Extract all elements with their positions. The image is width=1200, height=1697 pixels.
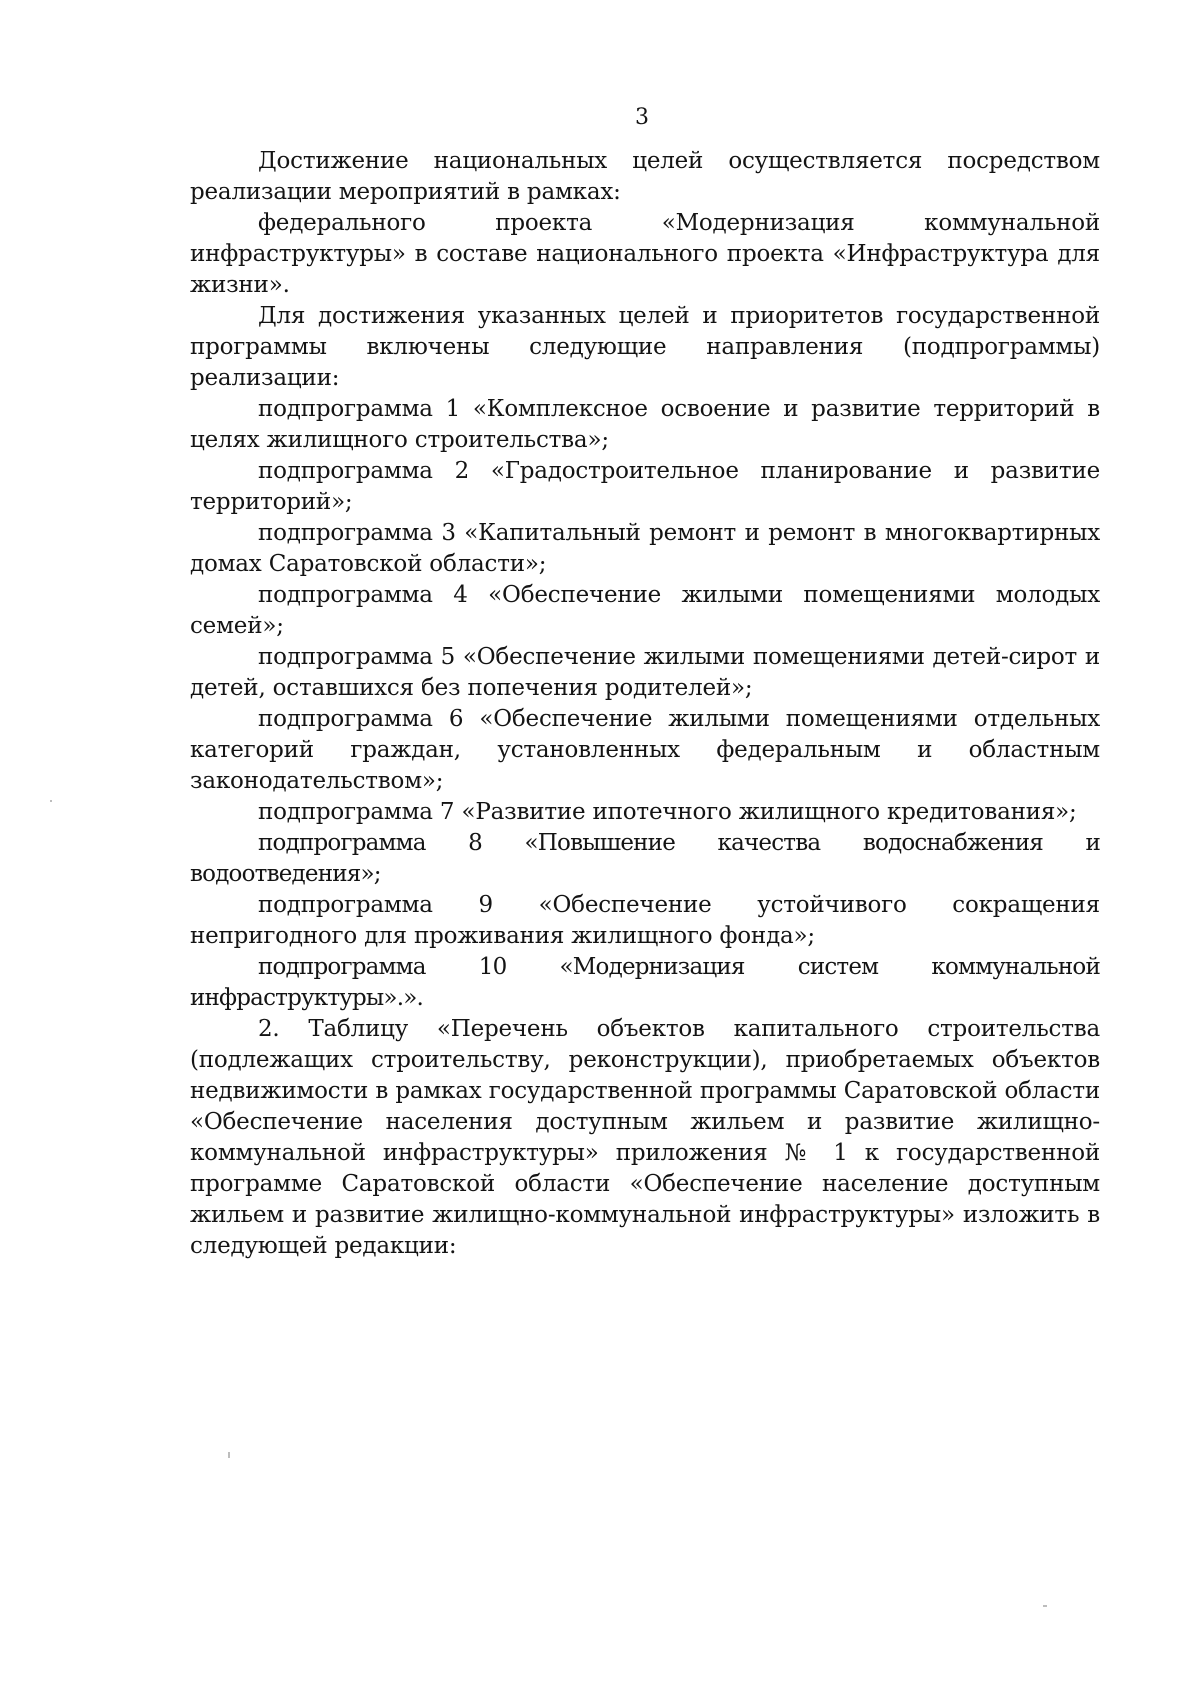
paragraph-federal-project: федерального проекта «Модернизация коммунальной инфраструктуры» в составе национального проекта «Инфраструктура для жизни». bbox=[190, 210, 1100, 298]
scan-speck bbox=[50, 800, 52, 802]
paragraph-subprogram-4: подпрограмма 4 «Обеспечение жилыми помещениями молодых семей»; bbox=[190, 582, 1100, 639]
paragraph-subprogram-10: подпрограмма 10 «Модернизация систем коммунальной инфраструктуры».». bbox=[190, 954, 1100, 1011]
scan-speck bbox=[228, 1452, 230, 1458]
paragraph-subprogram-6: подпрограмма 6 «Обеспечение жилыми помещениями отдельных категорий граждан, установленных федеральным и областным законодательством»; bbox=[190, 706, 1100, 794]
paragraph-subprogram-2: подпрограмма 2 «Градостроительное планирование и развитие территорий»; bbox=[190, 458, 1100, 515]
paragraph-directions: Для достижения указанных целей и приоритетов государственной программы включены следующие направления (подпрограммы) реализации: bbox=[190, 303, 1100, 391]
paragraph-subprogram-9: подпрограмма 9 «Обеспечение устойчивого сокращения непригодного для проживания жилищного фонда»; bbox=[190, 892, 1100, 949]
paragraph-table-amendment: 2. Таблицу «Перечень объектов капитального строительства (подлежащих строительству, реконструкции), приобретаемых объектов недвижимости в рамках государственной программы Саратовской области «Обеспечение населения доступным жильем и развитие жилищно-коммунальной инфраструктуры» приложения № 1 к государственной программе Саратовской области «Обеспечение население доступным жильем и развитие жилищно-коммунальной инфраструктуры» изложить в следующей редакции: bbox=[190, 1016, 1100, 1259]
paragraph-subprogram-5: подпрограмма 5 «Обеспечение жилыми помещениями детей-сирот и детей, оставшихся без попечения родителей»; bbox=[190, 644, 1100, 701]
paragraph-subprogram-7: подпрограмма 7 «Развитие ипотечного жилищного кредитования»; bbox=[258, 799, 1077, 825]
paragraph-subprogram-3: подпрограмма 3 «Капитальный ремонт и ремонт в многоквартирных домах Саратовской области»; bbox=[190, 520, 1100, 577]
paragraph-subprogram-8: подпрограмма 8 «Повышение качества водоснабжения и водоотведения»; bbox=[190, 830, 1100, 887]
paragraph-national-goals: Достижение национальных целей осуществляется посредством реализации мероприятий в рамках: bbox=[190, 148, 1100, 205]
scan-speck bbox=[1043, 1605, 1047, 1607]
paragraph-subprogram-1: подпрограмма 1 «Комплексное освоение и развитие территорий в целях жилищного строительства»; bbox=[190, 396, 1100, 453]
document-body bbox=[190, 146, 1100, 1262]
page-number: 3 bbox=[635, 105, 649, 130]
